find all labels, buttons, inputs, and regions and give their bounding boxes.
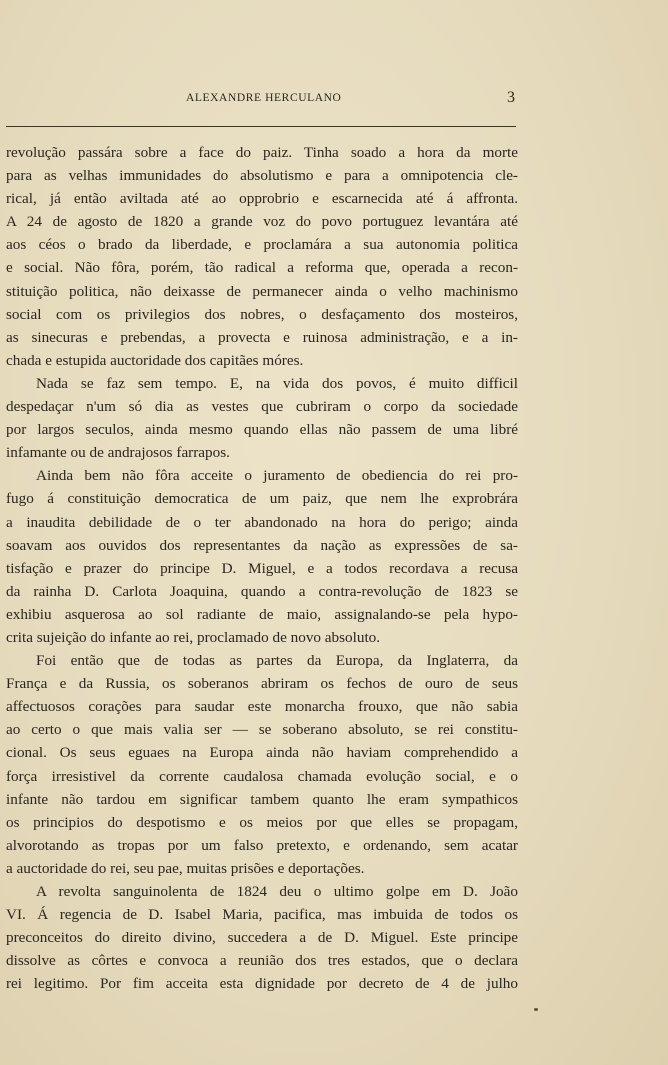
text-line: VI. Á regencia de D. Isabel Maria, pacifica, mas imbuida de todos os <box>6 906 518 924</box>
text-line: chada e estupida auctoridade dos capitães móres. <box>6 351 304 369</box>
text-line: fugo á constituição democratica de um paiz, que nem lhe exprobrára <box>6 490 518 508</box>
text-line: stituição politica, não deixasse de permanecer ainda o velho machinismo <box>6 282 518 300</box>
text-line: A revolta sanguinolenta de 1824 deu o ultimo golpe em D. João <box>36 883 518 900</box>
text-line: a auctoridade do rei, seu pae, muitas prisões e deportações. <box>6 859 365 877</box>
text-line: França e da Russia, os soberanos abriram os fechos de ouro de seus <box>6 675 518 693</box>
text-line: Ainda bem não fôra acceite o juramento de obediencia do rei pro- <box>36 467 518 485</box>
page-number: 3 <box>507 89 515 106</box>
text-line: e social. Não fôra, porém, tão radical a reforma que, operada a recon- <box>6 259 518 277</box>
text-line: da rainha D. Carlota Joaquina, quando a contra-revolução de 1823 se <box>6 582 518 600</box>
text-line: rical, já então aviltada até ao opprobrio e escarnecida até á affronta. <box>6 190 518 208</box>
text-line: dissolve as côrtes e convoca a reunião dos tres estados, que o declara <box>6 952 518 970</box>
text-line: A 24 de agosto de 1820 a grande voz do povo portuguez levantára até <box>6 213 518 231</box>
text-line: crita sujeição do infante ao rei, proclamado de novo absoluto. <box>6 628 381 646</box>
text-line: social com os privilegios dos nobres, o desfaçamento dos mosteiros, <box>6 305 518 323</box>
header-rule <box>6 126 516 127</box>
text-line: exhibiu asquerosa ao sol radiante de maio, assignalando-se pela hypo- <box>6 605 518 623</box>
text-line: os principios do despotismo e os meios por que elles se propagam, <box>6 813 518 831</box>
text-line: por largos seculos, ainda mesmo quando ellas não passem de uma libré <box>6 421 518 439</box>
text-line: a inaudita debilidade de o ter abandonado na hora do perigo; ainda <box>6 513 518 531</box>
body-text <box>6 141 518 995</box>
text-line: tisfação e prazer do principe D. Miguel, e a todos recordava a recusa <box>6 559 518 577</box>
paper-speck <box>534 1008 538 1011</box>
text-line: infante não tardou em significar tambem quanto lhe eram sympathicos <box>6 790 518 808</box>
text-line: preconceitos do direito divino, succedera a de D. Miguel. Este principe <box>6 929 518 947</box>
text-line: aos céos o brado da liberdade, e proclamára a sua autonomia politica <box>6 236 518 254</box>
text-line: ao certo o que mais valia ser — se soberano absoluto, se rei constitu- <box>6 721 518 739</box>
text-line: affectuosos corações para saudar este monarcha frouxo, que não sabia <box>6 698 518 716</box>
page-header <box>0 89 668 110</box>
text-line: rei legitimo. Por fim acceita esta dignidade por decreto de 4 de julho <box>6 975 518 993</box>
text-line: soavam aos ouvidos dos representantes da nação as expressões de sa- <box>6 536 518 554</box>
text-line: alvorotando as tropas por um falso pretexto, e ordenando, sem acatar <box>6 836 518 854</box>
text-line: despedaçar n'um só dia as vestes que cubriram o corpo da sociedade <box>6 398 518 416</box>
text-line: para as velhas immunidades do absolutismo e para a omnipotencia cle- <box>6 167 518 185</box>
text-line: cional. Os seus eguaes na Europa ainda não haviam comprehendido a <box>6 744 518 762</box>
text-line: força irresistivel da corrente caudalosa chamada evolução social, e o <box>6 767 518 785</box>
text-line: Foi então que de todas as partes da Europa, da Inglaterra, da <box>36 652 518 670</box>
running-head: ALEXANDRE HERCULANO <box>186 92 342 104</box>
text-line: as sinecuras e prebendas, a provecta e ruinosa administração, e a in- <box>6 328 518 346</box>
text-line: Nada se faz sem tempo. E, na vida dos povos, é muito difficil <box>36 374 518 392</box>
text-line: infamante ou de andrajosos farrapos. <box>6 444 230 462</box>
text-line: revolução passára sobre a face do paiz. Tinha soado a hora da morte <box>6 144 518 161</box>
